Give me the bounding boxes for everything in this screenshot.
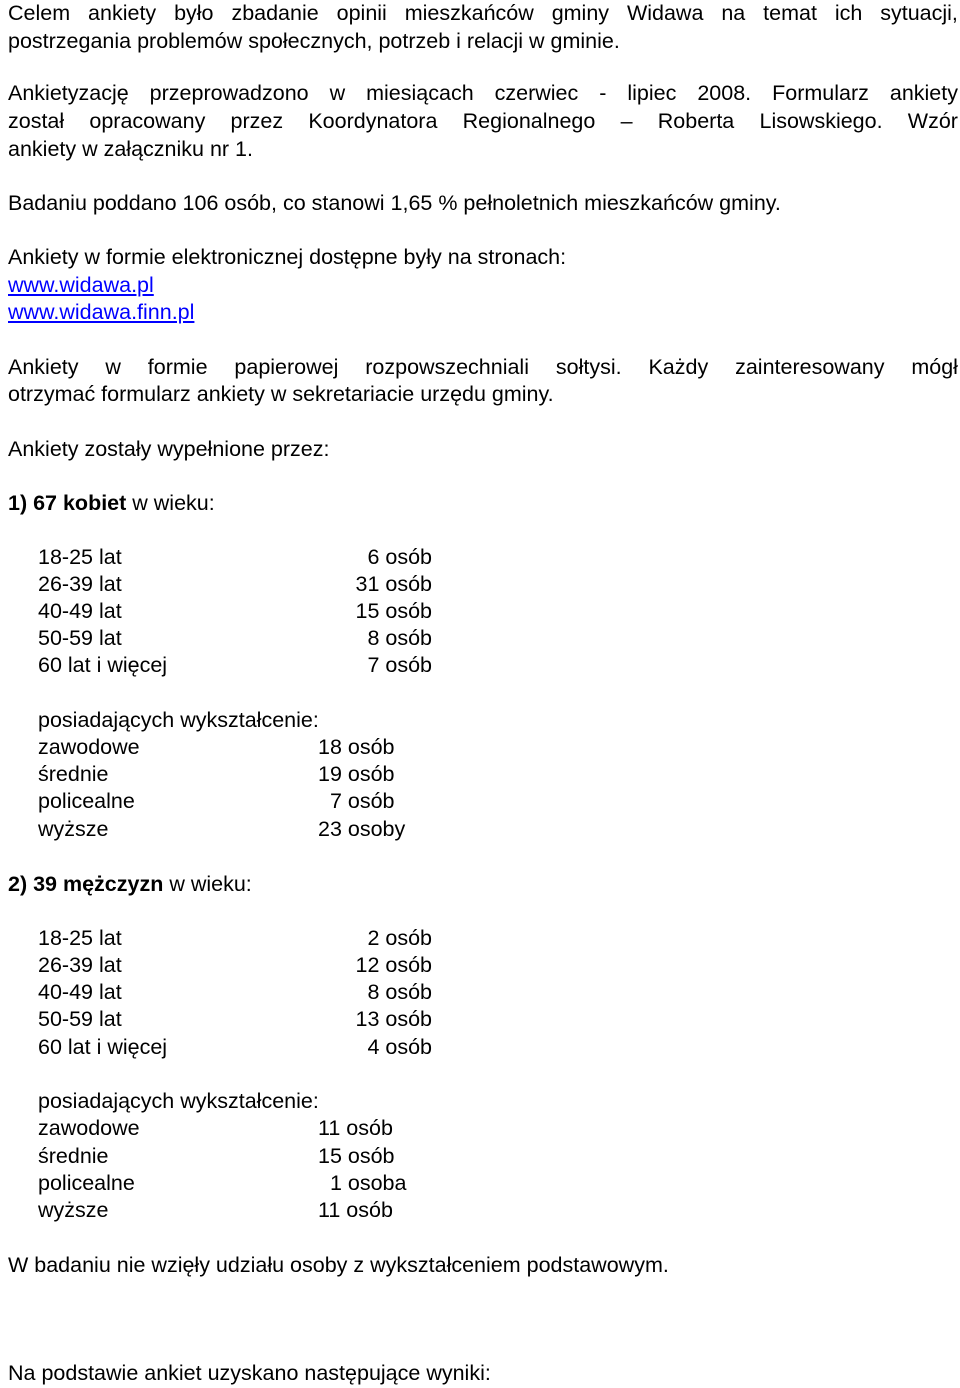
edu-value: 15 osób (318, 1144, 395, 1168)
widawa-finn-link[interactable]: www.widawa.finn.pl (8, 300, 195, 324)
edu-label: wyższe (38, 817, 109, 841)
word: formie (147, 355, 208, 379)
word: został (8, 109, 65, 133)
sample-text: Badaniu poddano 106 osób, co stanowi 1,65 % pełnoletnich mieszkańców gminy. (8, 191, 781, 215)
intro-line-1 (8, 0, 958, 27)
word: przeprowadzono (149, 81, 309, 105)
edu-label: wyższe (38, 1198, 109, 1222)
word: mógł (911, 355, 958, 379)
word: czerwiec (494, 81, 579, 105)
word: zainteresowany (735, 355, 885, 379)
word: Formularz (772, 81, 869, 105)
word: było (174, 1, 214, 25)
word: temat (763, 1, 817, 25)
word: – (620, 109, 633, 133)
men-edu-heading: posiadających wykształcenie: (38, 1089, 319, 1113)
word: 2008. (697, 81, 752, 105)
edu-value: 19 osób (318, 762, 395, 786)
edu-label: policealne (38, 1171, 135, 1195)
age-value: 8 osób (361, 626, 432, 650)
word: rozpowszechniali (365, 355, 529, 379)
women-edu-heading: posiadających wykształcenie: (38, 708, 319, 732)
word: na (721, 1, 746, 25)
word: Celem (8, 1, 71, 25)
edu-value: 7 osób (318, 789, 395, 813)
word: w (105, 355, 121, 379)
age-value: 15 osób (355, 599, 432, 623)
word: gminy (551, 1, 610, 25)
men-heading-bold: 2) 39 mężczyzn (8, 872, 164, 896)
edu-value: 11 osób (318, 1198, 393, 1222)
widawa-link[interactable]: www.widawa.pl (8, 273, 154, 297)
word: sytuacji, (880, 1, 958, 25)
method-line-2 (8, 108, 958, 135)
word: Lisowskiego. (759, 109, 883, 133)
word: miesiącach (366, 81, 474, 105)
age-value: 2 osób (361, 926, 432, 950)
edu-label: średnie (38, 762, 109, 786)
age-label: 50-59 lat (38, 626, 122, 650)
age-label: 60 lat i więcej (38, 653, 168, 677)
edu-label: średnie (38, 1144, 109, 1168)
word: Każdy (648, 355, 709, 379)
age-value: 12 osób (355, 953, 432, 977)
edu-value: 11 osób (318, 1116, 393, 1140)
word: mieszkańców (404, 1, 534, 25)
age-value: 31 osób (355, 572, 432, 596)
online-intro: Ankiety w formie elektronicznej dostępne były na stronach: (8, 245, 567, 269)
word: Widawa (626, 1, 704, 25)
word: w (329, 81, 346, 105)
men-heading-rest: w wieku: (163, 872, 252, 896)
filled-by-text: Ankiety zostały wypełnione przez: (8, 437, 330, 461)
word: ich (834, 1, 863, 25)
word: Ankiety (8, 355, 79, 379)
word: lipiec (627, 81, 677, 105)
age-value: 6 osób (361, 545, 432, 569)
age-value: 4 osób (361, 1035, 432, 1059)
word: Wzór (907, 109, 958, 133)
word: przez (230, 109, 284, 133)
word: opracowany (89, 109, 206, 133)
age-label: 18-25 lat (38, 926, 122, 950)
word: ankiety (88, 1, 157, 25)
age-label: 26-39 lat (38, 572, 122, 596)
age-value: 8 osób (361, 980, 432, 1004)
word: Ankietyzację (8, 81, 129, 105)
word: Roberta (657, 109, 735, 133)
age-label: 40-49 lat (38, 980, 122, 1004)
edu-value: 23 osoby (318, 817, 406, 841)
age-value: 13 osób (355, 1007, 432, 1031)
paper-line-1 (8, 354, 958, 381)
age-label: 18-25 lat (38, 545, 122, 569)
word: - (599, 81, 607, 105)
link-row-2 (8, 299, 194, 326)
age-label: 26-39 lat (38, 953, 122, 977)
results-intro: Na podstawie ankiet uzyskano następujące wyniki: (8, 1361, 491, 1385)
word: papierowej (234, 355, 339, 379)
edu-label: policealne (38, 789, 135, 813)
paper-line-2: otrzymać formularz ankiety w sekretariacie urzędu gminy. (8, 382, 554, 406)
edu-label: zawodowe (38, 1116, 140, 1140)
intro-line-2: postrzegania problemów społecznych, potrzeb i relacji w gminie. (8, 29, 620, 53)
word: opinii (336, 1, 387, 25)
word: Regionalnego (462, 109, 596, 133)
word: sołtysi. (555, 355, 622, 379)
method-line-1 (8, 80, 958, 107)
age-label: 40-49 lat (38, 599, 122, 623)
age-label: 50-59 lat (38, 1007, 122, 1031)
edu-value: 1 osoba (318, 1171, 407, 1195)
age-value: 7 osób (361, 653, 432, 677)
age-label: 60 lat i więcej (38, 1035, 168, 1059)
edu-value: 18 osób (318, 735, 395, 759)
method-line-3: ankiety w załączniku nr 1. (8, 137, 253, 161)
link-row-1 (8, 272, 154, 299)
word: Koordynatora (308, 109, 438, 133)
word: ankiety (889, 81, 958, 105)
women-heading-rest: w wieku: (126, 491, 215, 515)
edu-label: zawodowe (38, 735, 140, 759)
note-text: W badaniu nie wzięły udziału osoby z wykształceniem podstawowym. (8, 1253, 669, 1277)
word: zbadanie (231, 1, 319, 25)
women-heading (8, 490, 215, 517)
women-heading-bold: 1) 67 kobiet (8, 491, 127, 515)
men-heading (8, 871, 252, 898)
